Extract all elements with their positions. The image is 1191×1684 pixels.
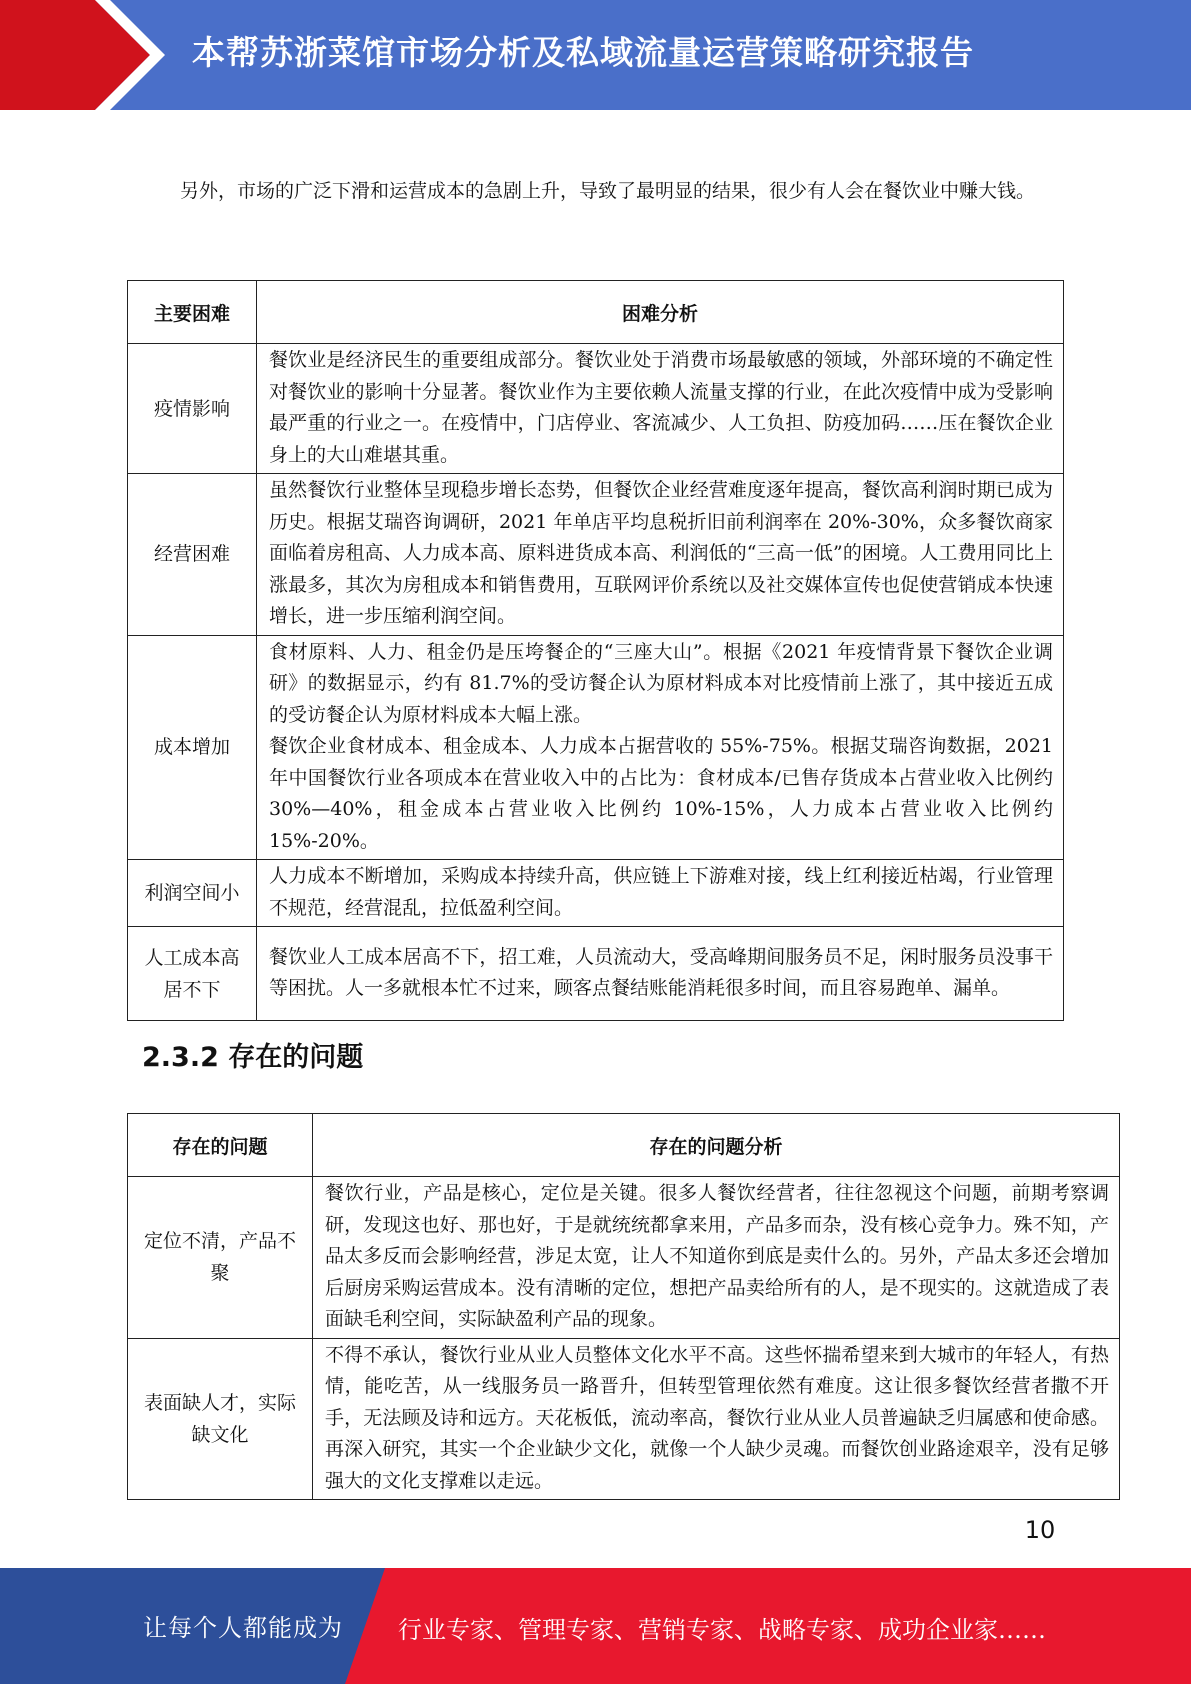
difficulty-analysis: 人力成本不断增加，采购成本持续升高，供应链上下游难对接，线上红利接近枯竭，行业管理不规范，经营混乱，拉低盈利空间。 (257, 860, 1064, 927)
table-row (128, 474, 1064, 636)
problem-category: 表面缺人才，实际缺文化 (128, 1338, 313, 1500)
table-header-row (128, 1114, 1120, 1177)
difficulties-table (127, 280, 1064, 1021)
difficulty-analysis-continued: 餐饮企业食材成本、租金成本、人力成本占据营收的 55%-75%。根据艾瑞咨询数据，2021 年中国餐饮行业各项成本在营业收入中的占比为：食材成本/已售存货成本占营业收入比例约 30%—40%，租金成本占营业收入比例约 10%-15%，人力成本占营业收入比例约 15%-20%。 (269, 735, 1053, 852)
problems-table (127, 1113, 1120, 1500)
report-title: 本帮苏浙菜馆市场分析及私域流量运营策略研究报告 (192, 33, 974, 72)
table-row (128, 344, 1064, 474)
difficulty-analysis-cell (257, 635, 1064, 860)
page-number: 10 (1024, 1516, 1056, 1544)
intro-paragraph: 另外，市场的广泛下滑和运营成本的急剧上升，导致了最明显的结果，很少有人会在餐饮业中赚大钱。 (180, 180, 1036, 202)
column-header: 存在的问题分析 (313, 1114, 1120, 1177)
difficulty-category: 经营困难 (128, 474, 257, 636)
table-row (128, 860, 1064, 927)
footer-tagline: 行业专家、管理专家、营销专家、战略专家、成功企业家…… (398, 1616, 1046, 1644)
problem-analysis: 餐饮行业，产品是核心，定位是关键。很多人餐饮经营者，往往忽视这个问题，前期考察调研，发现这也好、那也好，于是就统统都拿来用，产品多而杂，没有核心竞争力。殊不知，产品太多反而会影响经营，涉足太宽，让人不知道你到底是卖什么的。另外，产品太多还会增加后厨房采购运营成本。没有清晰的定位，想把产品卖给所有的人，是不现实的。这就造成了表面缺毛利空间，实际缺盈利产品的现象。 (313, 1177, 1120, 1339)
difficulty-analysis: 餐饮业人工成本居高不下，招工难，人员流动大，受高峰期间服务员不足，闲时服务员没事干等困扰。人一多就根本忙不过来，顾客点餐结账能消耗很多时间，而且容易跑单、漏单。 (257, 927, 1064, 1021)
table-row (128, 1338, 1120, 1500)
table-header-row (128, 281, 1064, 344)
difficulty-analysis: 虽然餐饮行业整体呈现稳步增长态势，但餐饮企业经营难度逐年提高，餐饮高利润时期已成为历史。根据艾瑞咨询调研，2021 年单店平均息税折旧前利润率在 20%-30%，众多餐饮商家面临着房租高、人力成本高、原料进货成本高、利润低的“三高一低”的困境。人工费用同比上涨最多，其次为房租成本和销售费用，互联网评价系统以及社交媒体宣传也促使营销成本快速增长，进一步压缩利润空间。 (257, 474, 1064, 636)
difficulty-category: 成本增加 (128, 635, 257, 860)
header-banner (0, 0, 1191, 110)
footer-lead-text: 让每个人都能成为 (143, 1614, 343, 1642)
column-header: 困难分析 (257, 281, 1064, 344)
problem-analysis: 不得不承认，餐饮行业从业人员整体文化水平不高。这些怀揣希望来到大城市的年轻人，有热情，能吃苦，从一线服务员一路晋升，但转型管理依然有难度。这让很多餐饮经营者撒不开手，无法顾及诗和远方。天花板低，流动率高，餐饮行业从业人员普遍缺乏归属感和使命感。再深入研究，其实一个企业缺少文化，就像一个人缺少灵魂。而餐饮创业路途艰辛，没有足够强大的文化支撑难以走远。 (313, 1338, 1120, 1500)
section-heading: 2.3.2 存在的问题 (142, 1042, 364, 1073)
difficulty-analysis: 食材原料、人力、租金仍是压垮餐企的“三座大山”。根据《2021 年疫情背景下餐饮企业调研》的数据显示，约有 81.7%的受访餐企认为原材料成本对比疫情前上涨了，其中接近五成的受访餐企认为原材料成本大幅上涨。 (269, 640, 1053, 726)
footer-banner (0, 1568, 1191, 1684)
column-header: 主要困难 (128, 281, 257, 344)
difficulty-category: 人工成本高居不下 (128, 927, 257, 1021)
column-header: 存在的问题 (128, 1114, 313, 1177)
difficulty-category: 利润空间小 (128, 860, 257, 927)
problem-category: 定位不清，产品不聚 (128, 1177, 313, 1339)
table-row (128, 635, 1064, 860)
table-row (128, 1177, 1120, 1339)
table-row (128, 927, 1064, 1021)
difficulty-category: 疫情影响 (128, 344, 257, 474)
difficulty-analysis: 餐饮业是经济民生的重要组成部分。餐饮业处于消费市场最敏感的领域，外部环境的不确定性对餐饮业的影响十分显著。餐饮业作为主要依赖人流量支撑的行业，在此次疫情中成为受影响最严重的行业之一。在疫情中，门店停业、客流减少、人工负担、防疫加码……压在餐饮企业身上的大山难堪其重。 (257, 344, 1064, 474)
